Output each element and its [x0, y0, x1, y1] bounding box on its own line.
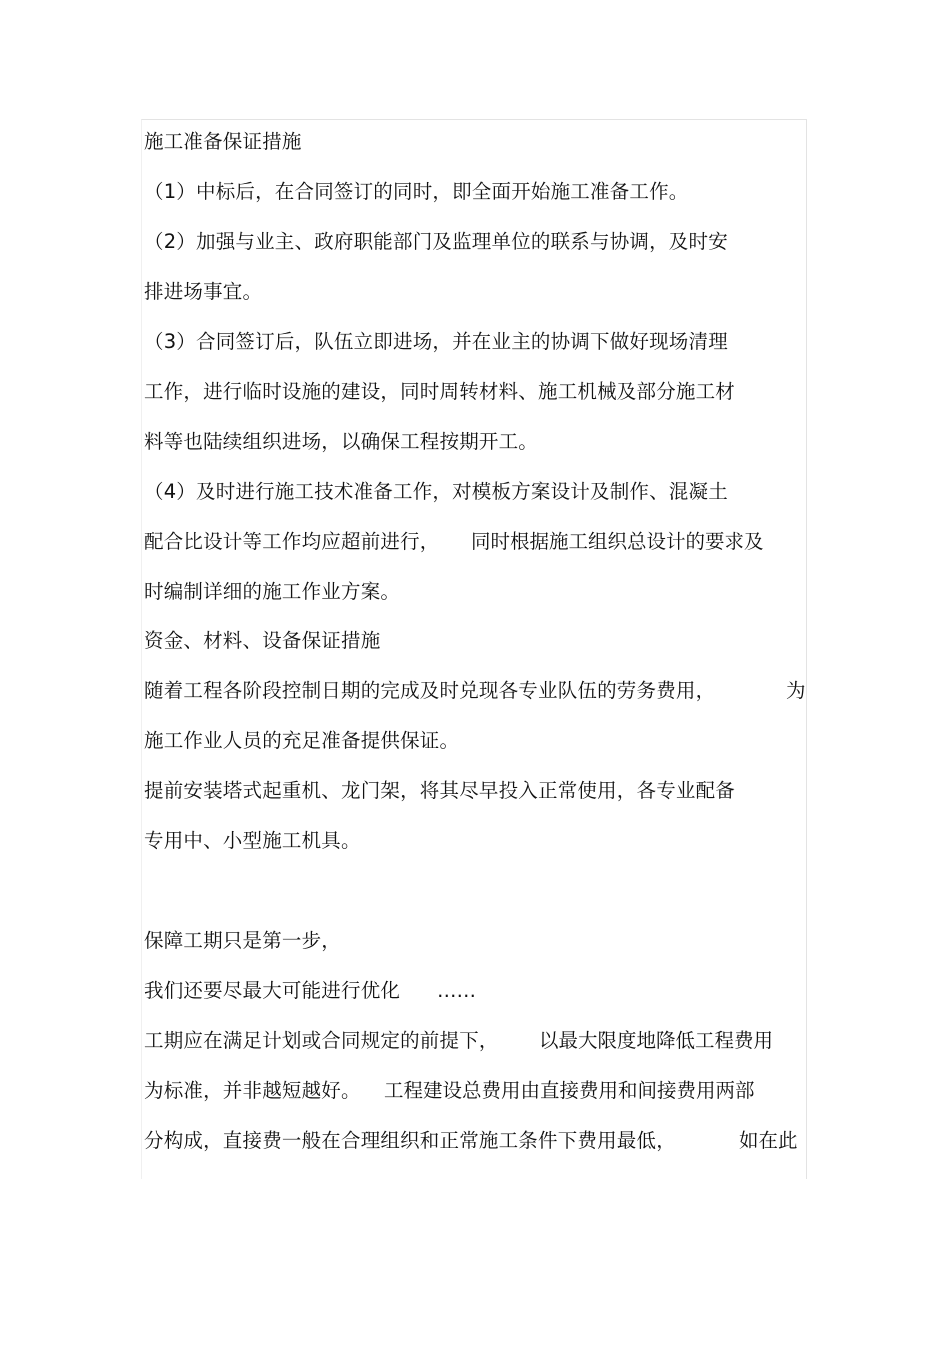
text-line: 配合比设计等工作均应超前进行， [144, 530, 440, 553]
text-line-tail: 如在此 [739, 1129, 798, 1152]
text-line: 分构成，直接费一般在合理组织和正常施工条件下费用最低， [144, 1129, 676, 1152]
section-heading: 资金、材料、设备保证措施 [144, 629, 381, 652]
text-line: 提前安装塔式起重机、龙门架，将其尽早投入正常使用，各专业配备 [144, 779, 736, 802]
text-line: 时编制详细的施工作业方案。 [144, 580, 401, 603]
text-line: 保障工期只是第一步， [144, 929, 342, 952]
text-line: 工作，进行临时设施的建设，同时周转材料、施工机械及部分施工材 [144, 380, 736, 403]
text-line: 随着工程各阶段控制日期的完成及时兑现各专业队伍的劳务费用， [144, 679, 716, 702]
text-line: （1）中标后，在合同签订的同时，即全面开始施工准备工作。 [144, 180, 689, 203]
text-line: 料等也陆续组织进场，以确保工程按期开工。 [144, 430, 539, 453]
text-line-tail: 为 [786, 679, 806, 702]
ellipsis: …… [437, 979, 476, 1002]
text-line: 专用中、小型施工机具。 [144, 829, 361, 852]
text-line: 我们还要尽最大可能进行优化 [144, 979, 401, 1002]
text-line-tail: 以最大限度地降低工程费用 [539, 1029, 774, 1052]
text-line: （4）及时进行施工技术准备工作，对模板方案设计及制作、混凝土 [144, 480, 728, 503]
text-line-tail: 同时根据施工组织总设计的要求及 [471, 530, 764, 553]
text-line: 为标准，并非越短越好。 [144, 1079, 361, 1102]
text-line: 工期应在满足计划或合同规定的前提下， [144, 1029, 499, 1052]
section-heading: 施工准备保证措施 [144, 130, 302, 153]
text-line: （2）加强与业主、政府职能部门及监理单位的联系与协调，及时安 [144, 230, 728, 253]
text-line-tail: 工程建设总费用由直接费用和间接费用两部 [384, 1079, 755, 1102]
text-line: 排进场事宜。 [144, 280, 263, 303]
text-line: （3）合同签订后，队伍立即进场，并在业主的协调下做好现场清理 [144, 330, 728, 353]
text-line: 施工作业人员的充足准备提供保证。 [144, 729, 460, 752]
